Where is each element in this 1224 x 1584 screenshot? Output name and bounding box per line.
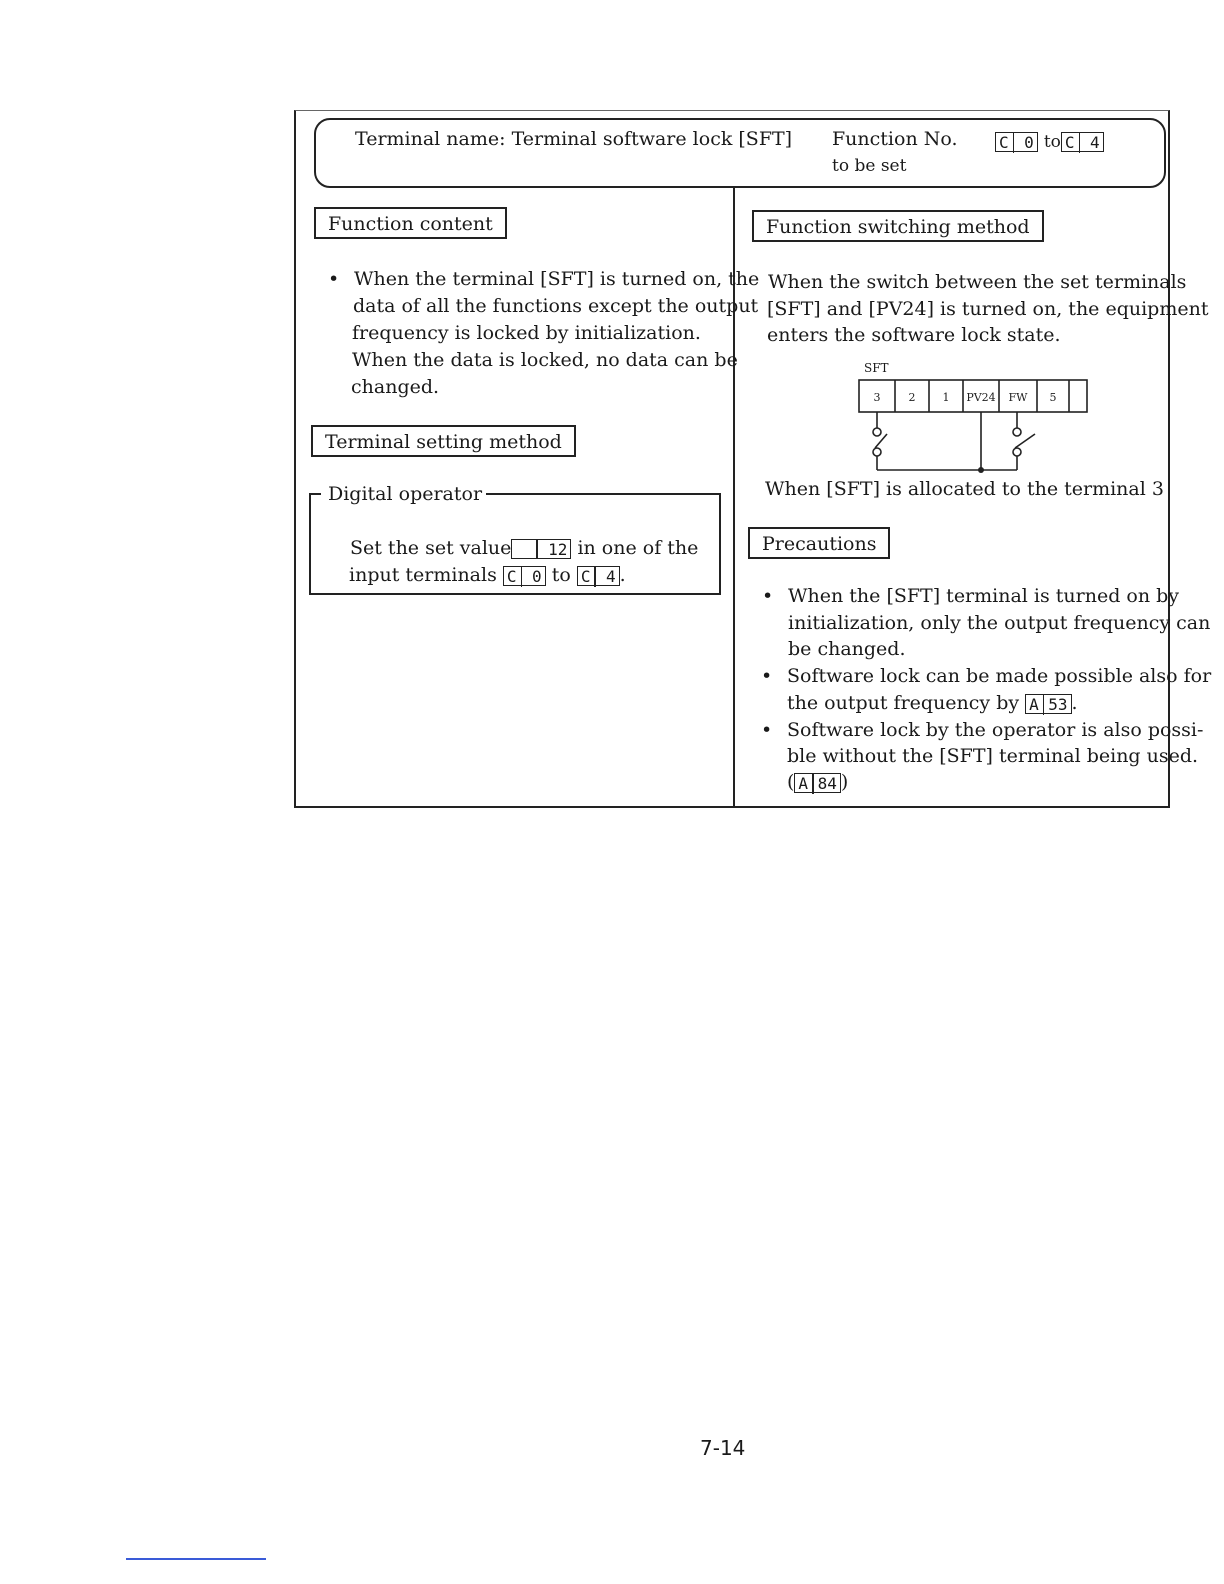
precaution-1-line-1: • When the [SFT] terminal is turned on by [788,583,1179,609]
terminal-pv24: PV24 [966,391,996,404]
diagram-caption: When [SFT] is allocated to the terminal 3 [765,478,1164,500]
operator-box-top-right [471,493,721,495]
content-line-5: changed. [351,376,440,398]
code-box-c4-input: C 4 [577,566,620,586]
precaution-1-line-2: initialization, only the output frequency can [788,612,1211,634]
code-box-c0: C 0 [995,132,1038,152]
code-box-c0-input: C 0 [503,566,546,586]
content-line-4: When the data is locked, no data can be [352,349,738,371]
terminal-setting-label: Terminal setting method [311,425,576,457]
precaution-3-line-2: ble without the [SFT] terminal being used. [787,745,1199,767]
code-box-c4: C 4 [1061,132,1104,152]
to-be-set-label: to be set [832,156,907,176]
function-content-label: Function content [314,207,507,239]
operator-line-2: input terminals C 0 to C 4 . [349,564,626,586]
content-line-1: • When the terminal [SFT] is turned on, the [354,266,759,292]
precaution-1-line-3: be changed. [788,638,906,660]
terminal-5: 5 [1049,391,1057,404]
precaution-3-line-1: • Software lock by the operator is also possi- [787,717,1203,743]
terminal-3: 3 [873,391,881,404]
switching-line-2: [SFT] and [PV24] is turned on, the equipment [767,298,1209,320]
function-no-label: Function No. [832,128,958,150]
content-line-2: data of all the functions except the output [353,295,759,317]
precaution-2-line-1: • Software lock can be made possible also for [787,663,1211,689]
page-number: 7-14 [700,1436,746,1460]
code-box-a53: A 53 [1025,694,1071,714]
code-box-12: 12 [511,539,571,559]
switching-line-3: enters the software lock state. [767,324,1061,346]
precaution-2-line-2: the output frequency by A 53 . [787,692,1078,714]
switching-line-1: When the switch between the set terminals [768,271,1187,293]
terminal-name: Terminal name: Terminal software lock [SFT] [355,128,793,150]
footer-rule [126,1558,266,1560]
operator-line-1: Set the set value 12 in one of the [350,537,699,559]
terminal-2: 2 [908,391,916,404]
sft-label: SFT [864,361,889,375]
operator-box-top-left [309,493,321,495]
code-box-a84: A 84 [794,773,840,793]
terminal-1: 1 [942,391,950,404]
to-word: to [1043,132,1061,152]
precaution-3-line-3: ( A 84 ) [787,771,849,793]
switching-method-label: Function switching method [752,210,1044,242]
terminal-diagram [855,376,1095,480]
digital-operator-label: Digital operator [324,481,486,507]
terminal-fw: FW [1008,391,1028,404]
content-line-3: frequency is locked by initialization. [352,322,701,344]
precautions-label: Precautions [748,527,890,559]
function-no-range [995,128,1104,155]
